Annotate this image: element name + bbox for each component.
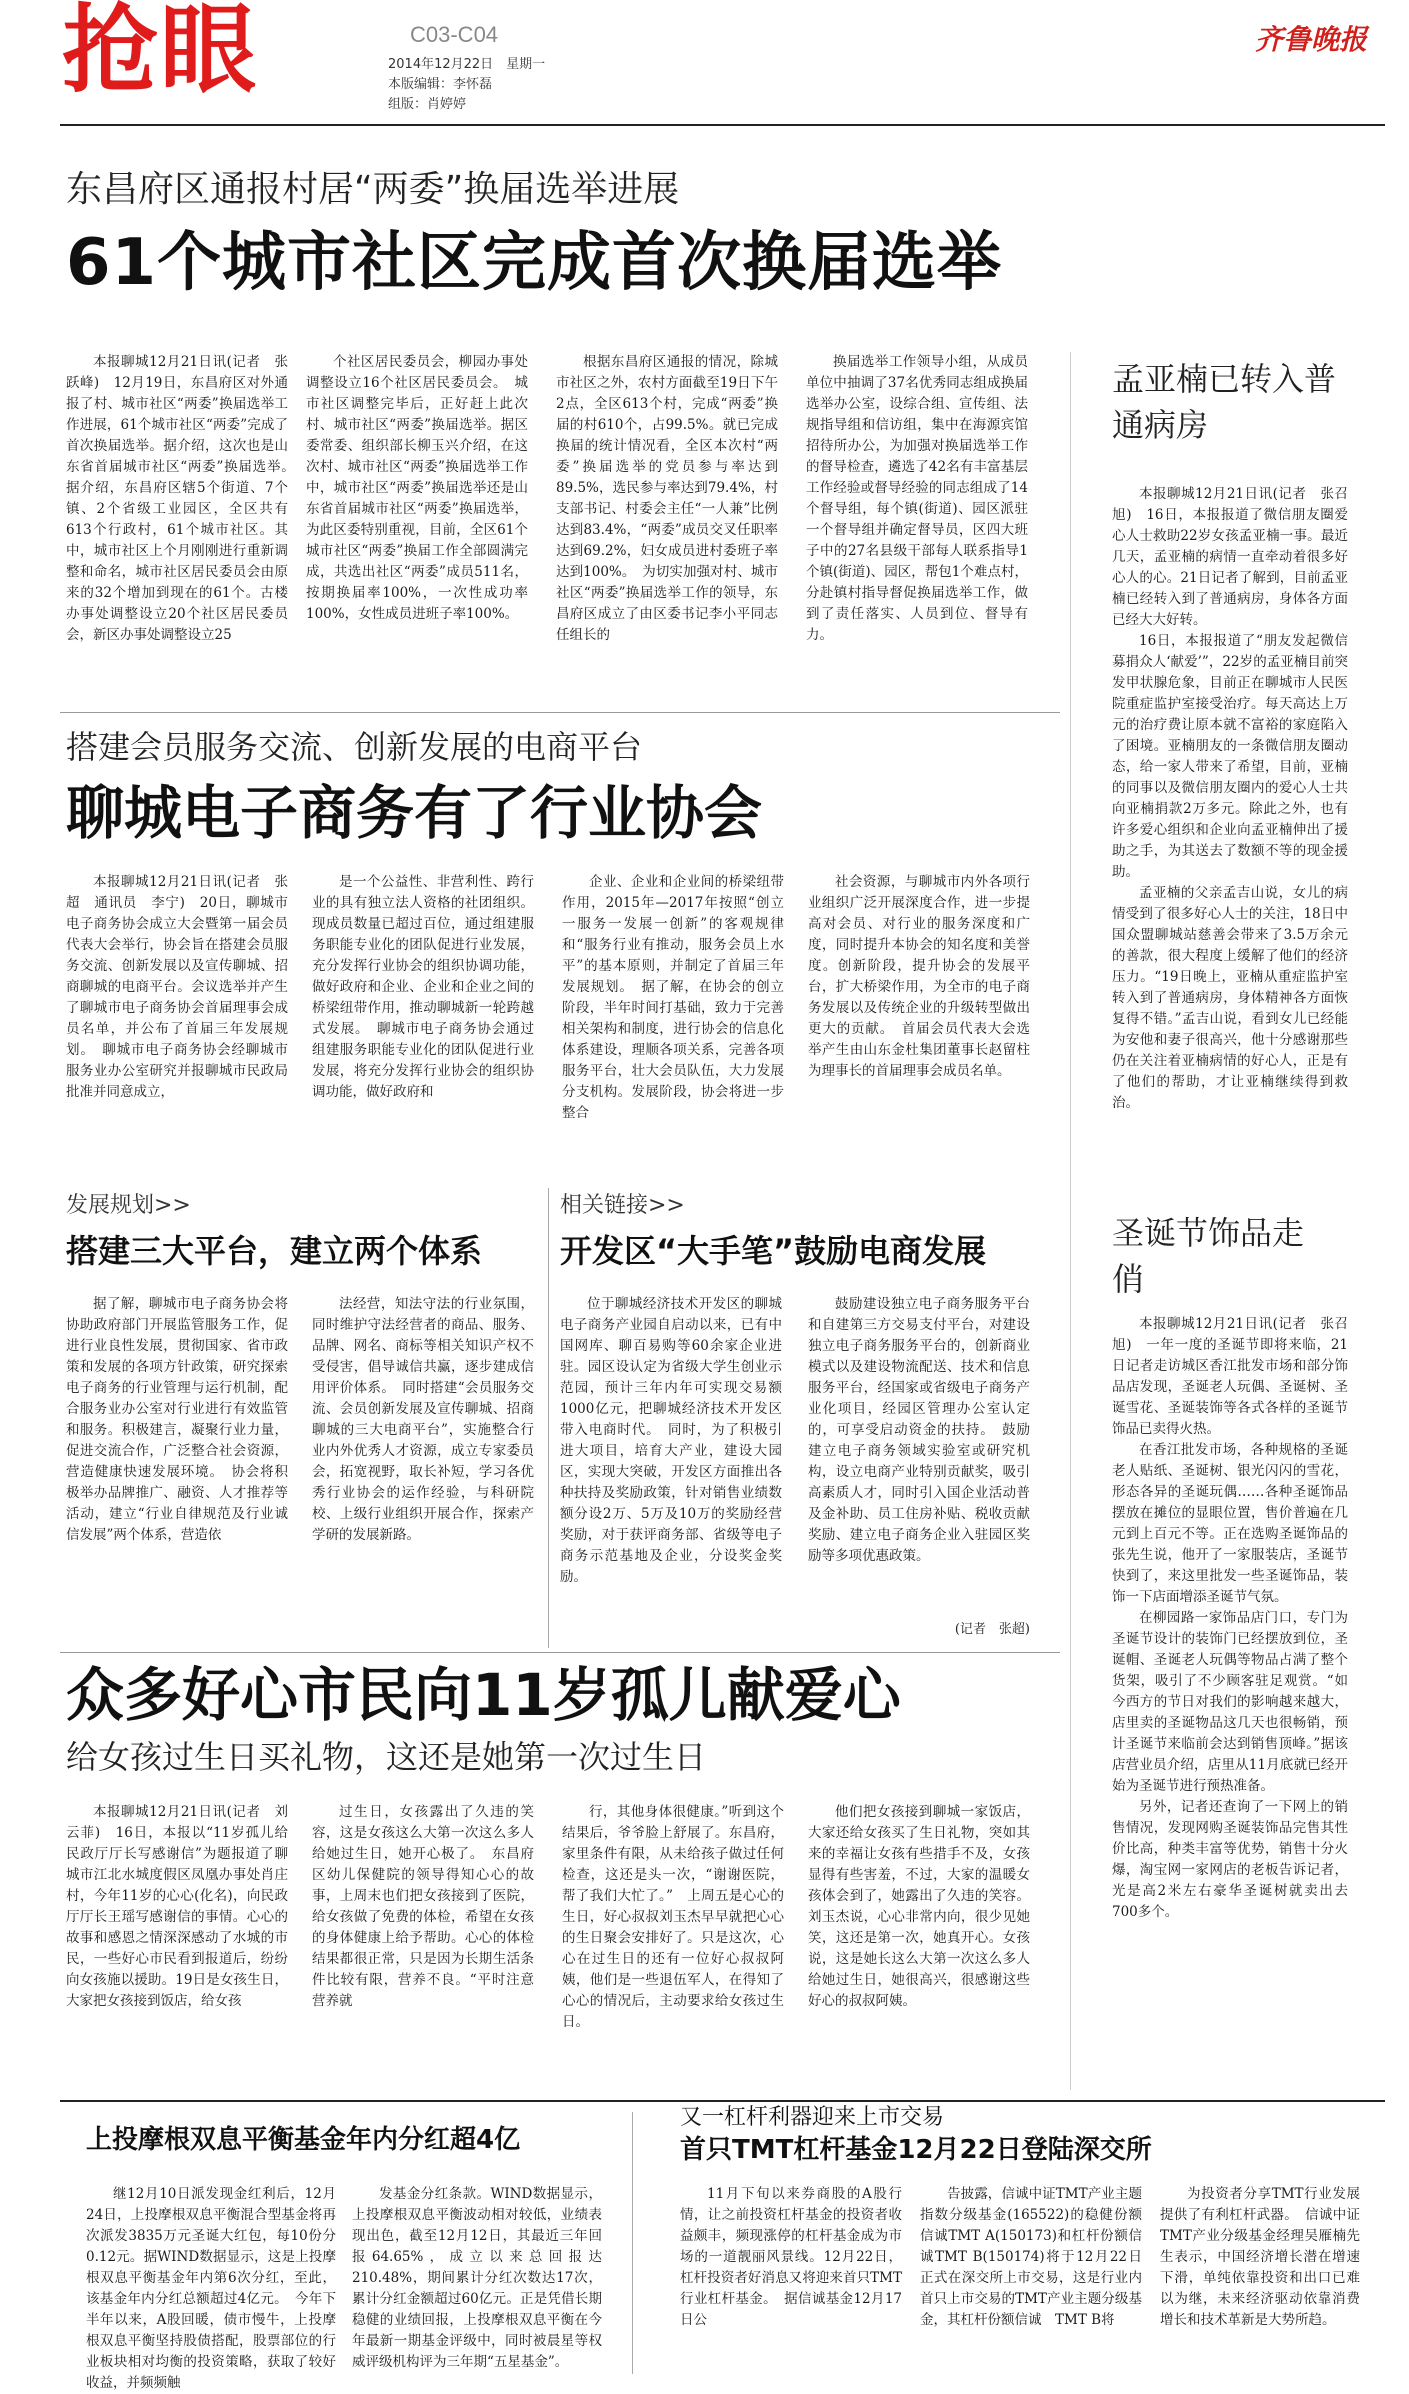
section-vertical-divider xyxy=(548,1188,549,1648)
sidebar1-body: 本报聊城12月21日讯(记者 张召旭) 16日，本报报道了微信朋友圈爱心人士救助22岁女孩孟亚楠一事。最近几天，孟亚楠的病情一直牵动着很多好心人的心。21日记者了解到，目前孟亚楠已经转入到了普通病房，身体各方面已经大大好转。 16日，本报报道了“朋友发起微信募捐众人‘献爱’”，22岁的孟亚楠目前突发甲状腺危象，目前正在聊城市人民医院重症监护室接受治疗。每天高达上万元的治疗费让原本就不富裕的家庭陷入了困境。亚楠朋友的一条微信朋友圈动态，给一家人带来了希望，目前，亚楠的同事以及微信朋友圈内的爱心人士共向亚楠捐款2万多元。除此之外，也有许多爱心组织和企业向孟亚楠伸出了援助之手，为其送去了数额不等的现金援助。 孟亚楠的父亲孟吉山说，女儿的病情受到了很多好心人士的关注，18日中国众盟聊城站慈善会带来了3.5万余元的善款，很大程度上缓解了他们的经济压力。“19日晚上，亚楠从重症监护室转入到了普通病房，身体精神各方面恢复得不错。”孟吉山说，看到女儿已经能为安他和妻子很高兴，他十分感谢那些仍在关注着亚楠病情的好心人，正是有了他们的帮助，才让亚楠继续得到救治。 xyxy=(1112,486,1348,1111)
sidebar2-body: 本报聊城12月21日讯(记者 张召旭) 一年一度的圣诞节即将来临，21日记者走访城区香江批发市场和部分饰品店发现，圣诞老人玩偶、圣诞树、圣诞雪花、圣诞装饰等各式各样的圣诞节饰品已卖得火热。 在香江批发市场，各种规格的圣诞老人贴纸、圣诞树、银光闪闪的雪花，形态各异的圣诞玩偶……各种圣诞饰品摆放在摊位的显眼位置，售价普遍在几元到上百元不等。正在选购圣诞饰品的张先生说，他开了一家服装店，圣诞节快到了，来这里批发一些圣诞饰品，装饰一下店面增添圣诞节气氛。 在柳园路一家饰品店门口，专门为圣诞节设计的装饰门已经摆放到位，圣诞帽、圣诞老人玩偶等物品占满了整个货架，吸引了不少顾客驻足观赏。“如今西方的节日对我们的影响越来越大，店里卖的圣诞物品这几天也很畅销，预计圣诞节来临前会达到销售顶峰。”据该店营业员介绍，店里从11月底就已经开始为圣诞节进行预热准备。 另外，记者还查询了一下网上的销售情况，发现网购圣诞装饰品完售其性价比高，种类丰富等优势，销售十分火爆，淘宝网一家网店的老板告诉记者，光是高2米左右豪华圣诞树就卖出去700多个。 xyxy=(1112,1316,1348,1920)
sidebar-divider xyxy=(1070,352,1071,2090)
development-plan-headline: 搭建三大平台，建立两个体系 xyxy=(66,1232,483,1270)
development-plan-column-2: 法经营，知法守法的行业氛围，同时维护守法经营者的商品、服务、品牌、网名、商标等相关知识产权不受侵害，倡导诚信共赢，逐步建成信用评价体系。 同时搭建“会员服务交流、会员创新发展及宣传聊城、招商聊城的三大电商平台”，实施整合行业内外优秀人才资源，成立专家委员会，拓宽视野，取长补短，学习各优秀行业协会的运作经验，与科研院校、上级行业组织开展合作，探索产学研的发展新路。 xyxy=(312,1296,534,1543)
story1-column-1: 本报聊城12月21日讯(记者 张跃峰) 12月19日，东昌府区对外通报了村、城市社区“两委”换届选举工作进展，61个城市社区“两委”完成了首次换届选举。据介绍，这次也是山东省首届城市社区“两委”换届选举。 据介绍，东昌府区辖5个街道、7个镇、2个省级工业园区，全区共有613个行政村，61个城市社区。其中，城市社区上个月刚刚进行重新调整和命名，城市社区居民委员会由原来的32个增加到现在的61个。古楼办事处调整设立20个社区居民委员会，新区办事处调整设立25 xyxy=(66,354,302,643)
page-range: C03-C04 xyxy=(410,22,499,47)
story2-kicker: 搭建会员服务交流、创新发展的电商平台 xyxy=(66,728,643,766)
issue-date: 2014年12月22日 星期一 xyxy=(388,57,546,72)
bottom-right-column-2: 告披露，信诚中证TMT产业主题指数分级基金(165522)的稳健份额信诚TMT A(150173)和杠杆份额信诚TMT B(150174)将于12月22日正式在深交所上市交易，这是行业内首只上市交易的TMT产业主题分级基金，其杠杆份额信诚 TMT B将 xyxy=(920,2186,1142,2328)
story3-column-3: 行，其他身体很健康。”听到这个结果后，爷爷脸上舒展了。东昌府，家里条件有限，从未给孩子做过任何检查，这还是头一次，“谢谢医院，帮了我们大忙了。” 上周五是心心的生日，好心叔叔刘玉杰早早就把心心的生日聚会安排好了。只是这次，心心在过生日的还有一位好心叔叔阿姨，他们是一些退伍军人，在得知了心心的情况后，主动要求给女孩过生日。 xyxy=(562,1804,784,2030)
masthead-title: 抢眼 xyxy=(62,0,258,106)
related-link-credit: (记者 张超) xyxy=(954,1622,1030,1637)
story3-column-2: 过生日，女孩露出了久违的笑容，这是女孩这么大第一次这么多人给她过生日，她开心极了。 东昌府区幼儿保健院的领导得知心心的故事，上周末也们把女孩接到了医院，给女孩做了免费的体检，希望在女孩的身体健康上给予帮助。心心的体检结果都很正常，只是因为长期生活条件比较有限，营养不良。“平时注意营养就 xyxy=(312,1804,534,2009)
story3-column-4: 他们把女孩接到聊城一家饭店，大家还给女孩买了生日礼物，突如其来的幸福让女孩有些措手不及，女孩显得有些害羞，不过，大家的温暖女孩体会到了，她露出了久违的笑容。刘玉杰说，心心非常内向，很少见她笑，这还是第一次，她真开心。女孩说，这是她长这么大第一次这么多人给她过生日，她很高兴，很感谢这些好心的叔叔阿姨。 xyxy=(808,1804,1030,2009)
sidebar2-title: 圣诞节饰品走俏 xyxy=(1112,1214,1305,1298)
story1-divider xyxy=(60,712,1060,713)
bottom-vertical-divider xyxy=(632,2112,633,2374)
story1-column-3: 根据东昌府区通报的情况，除城市社区之外，农村方面截至19日下午2点，全区613个村，完成“两委”换届的村610个，占99.5%。就已完成换届的统计情况看，全区本次村“两委”换届选举的党员参与率达到89.5%，选民参与率达到79.4%，村支部书记、村委会主任“一人兼”比例达到83.4%，“两委”成员交叉任职率达到69.2%，妇女成员进村委班子率达到100%。 为切实加强对村、城市社区“两委”换届选举工作的领导，东昌府区成立了由区委书记李小平同志任组长的 xyxy=(556,354,778,643)
bottom-right-column-3: 为投资者分享TMT行业发展提供了有利杠杆武器。 信诚中证TMT产业分级基金经理吴雁楠先生表示，中国经济增长潜在增速下滑，单纯依靠投资和出口已难以为继，未来经济驱动依靠消费增长和技术革新是大势所趋。 xyxy=(1160,2186,1360,2328)
layout-credit: 组版：肖婷婷 xyxy=(388,97,467,112)
story2-column-4: 社会资源，与聊城市内外各项行业组织广泛开展深度合作，进一步提高对会员、对行业的服务深度和广度，同时提升本协会的知名度和美誉度。创新阶段，提升协会的发展平台，扩大桥梁作用，为全市的电子商务发展以及传统企业的升级转型做出更大的贡献。 首届会员代表大会选举产生由山东金杜集团董事长赵留柱为理事长的首届理事会成员名单。 xyxy=(808,874,1030,1079)
story2-column-1: 本报聊城12月21日讯(记者 张超 通讯员 李宁) 20日，聊城市电子商务协会成立大会暨第一届会员代表大会举行，协会旨在搭建会员服务交流、创新发展以及宣传聊城、招商聊城的电商平台。会议选举并产生了聊城市电子商务协会首届理事会成员名单，并公布了首届三年发展规划。 聊城市电子商务协会经聊城市服务业办公室研究并报聊城市民政局批准并同意成立， xyxy=(66,874,288,1100)
bottom-left-column-2: 发基金分红条款。WIND数据显示，上投摩根双息平衡波动相对较低，业绩表现出色，截至12月12日，其最近三年回报64.65%，成立以来总回报达210.48%，期间累计分红次数达17次，累计分红金额超过60亿元。正是凭借长期稳健的业绩回报，上投摩根双息平衡在今年最新一期基金评级中，同时被晨星等权威评级机构评为三年期“五星基金”。 xyxy=(352,2186,602,2370)
editor-credit: 本版编辑：李怀磊 xyxy=(388,77,493,92)
story1-kicker: 东昌府区通报村居“两委”换届选举进展 xyxy=(66,169,680,210)
story3-column-1: 本报聊城12月21日讯(记者 刘云菲) 16日，本报以“11岁孤儿给民政厅厅长写感谢信”为题报道了聊城市江北水城度假区凤凰办事处肖庄村，今年11岁的心心(化名)，向民政厅厅长王瑶写感谢信的事情。心心的故事和感恩之情深深感动了水城的市民，一些好心市民看到报道后，纷纷向女孩施以援助。19日是女孩生日，大家把女孩接到饭店，给女孩 xyxy=(66,1804,288,2009)
related-link-column-2: 鼓励建设独立电子商务服务平台和自建第三方交易支付平台，对建设独立电子商务服务平台的，创新商业模式以及建设物流配送、技术和信息服务平台，经国家或省级电子商务产业化项目，经园区管理办公室认定的，可享受启动资金的扶持。 鼓励建立电子商务领域实验室或研究机构，设立电商产业特别贡献奖，吸引高素质人才，同时引入国企业活动普及金补助、员工住房补贴、税收贡献奖励、建立电子商务企业入驻园区奖励等多项优惠政策。 xyxy=(808,1296,1030,1564)
story3-headline: 众多好心市民向11岁孤儿献爱心 xyxy=(66,1661,901,1729)
bottom-right-column-1: 11月下旬以来券商股的A股行情，让之前投资杠杆基金的投资者收益颇丰，频现涨停的杠杆基金成为市场的一道靓丽风景线。12月22日，杠杆投资者好消息又将迎来首只TMT行业杠杆基金。 据信诚基金12月17日公 xyxy=(680,2186,902,2328)
story2-column-2: 是一个公益性、非营利性、跨行业的具有独立法人资格的社团组织。现成员数量已超过百位，通过组建服务职能专业化的团队促进行业发展，充分发挥行业协会的组织协调功能，做好政府和企业、企业和企业之间的桥梁纽带作用，推动聊城新一轮跨越式发展。 聊城市电子商务协会通过组建服务职能专业化的团队促进行业发展，将充分发挥行业协会的组织协调功能，做好政府和 xyxy=(312,874,534,1100)
bottom-right-headline: 首只TMT杠杆基金12月22日登陆深交所 xyxy=(680,2135,1152,2165)
story1-column-4: 换届选举工作领导小组，从成员单位中抽调了37名优秀同志组成换届选举办公室，设综合组、宣传组、法规指导组和信访组，集中在海源宾馆招待所办公，为加强对换届选举工作的督导检查，遴选了42名有丰富基层工作经验或督导经验的同志组成了14个督导组，每个镇(街道)、园区派驻一个督导组并确定督导员，区四大班子中的27名县级干部每人联系指导1个镇(街道)、园区，帮包1个难点村，分赴镇村指导督促换届选举工作，做到了责任落实、人员到位、督导有力。 xyxy=(806,354,1028,643)
story3-subhead: 给女孩过生日买礼物，这还是她第一次过生日 xyxy=(66,1738,707,1776)
story2-headline: 聊城电子商务有了行业协会 xyxy=(66,779,763,847)
bottom-left-headline: 上投摩根双息平衡基金年内分红超4亿 xyxy=(86,2125,521,2155)
related-link-headline: 开发区“大手笔”鼓励电商发展 xyxy=(560,1232,987,1270)
related-link-column-1: 位于聊城经济技术开发区的聊城电子商务产业园自启动以来，已有中国网库、聊百易购等60余家企业进驻。园区设认定为省级大学生创业示范园，预计三年内年可实现交易额1000亿元，把聊城经济技术开发区带入电商时代。 同时，为了积极引进大项目，培育大产业，建设大园区，实现大突破，开发区方面推出各种扶持及奖励政策，针对销售业绩数额分设2万、5万及10万的奖励经营奖励，对于获评商务部、省级等电子商务示范基地及企业，分设奖金奖励。 xyxy=(560,1296,782,1585)
newspaper-logo: 齐鲁晚报 xyxy=(1255,23,1368,56)
sidebar1-title: 孟亚楠已转入普通病房 xyxy=(1112,360,1337,444)
bottom-left-column-1: 继12月10日派发现金红利后，12月24日，上投摩根双息平衡混合型基金将再次派发3835万元圣诞大红包，每10份分0.12元。据WIND数据显示，这是上投摩根双息平衡基金年内第6次分红，至此，该基金年内分红总额超过4亿元。 今年下半年以来，A股回暖，债市慢牛，上投摩根双息平衡坚持股债搭配，股票部位的行业板块相对均衡的投资策略，获取了较好收益，并频频触 xyxy=(86,2186,336,2391)
story1-headline: 61个城市社区完成首次换届选举 xyxy=(66,226,1003,300)
masthead-divider xyxy=(60,124,1385,126)
story2-column-3: 企业、企业和企业间的桥梁纽带作用，2015年—2017年按照“创立一服务一发展一创新”的客观规律和“服务行业有推动，服务会员上水平”的基本原则，并制定了首届三年发展规划。 据了解，在协会的创立阶段，半年时间打基础，致力于完善相关架构和制度，进行协会的信息化体系建设，理顺各项关系，完善各项服务平台，壮大会员队伍，大力发展分支机构。发展阶段，协会将进一步整合 xyxy=(562,874,784,1121)
bottom-divider xyxy=(60,2100,1385,2102)
development-plan-column-1: 据了解，聊城市电子商务协会将协助政府部门开展监管服务工作，促进行业良性发展，贯彻国家、省市政策和发展的各项方针政策，研究探索电子商务的行业管理与运行机制，配合服务业办公室对行业进行有效监管和服务。积极建言，凝聚行业力量，促进交流合作，广泛整合社会资源，营造健康快速发展环境。 协会将积极举办品牌推广、融资、人才推荐等活动，建立“行业自律规范及行业诚信发展”两个体系，营造依 xyxy=(66,1296,288,1543)
bottom-right-kicker: 又一杠杆利器迎来上市交易 xyxy=(680,2105,945,2130)
story1-column-2: 个社区居民委员会，柳园办事处调整设立16个社区居民委员会。 城市社区调整完毕后，正好赶上此次村、城市社区“两委”换届选举。据区委常委、组织部长柳玉兴介绍，在这次村、城市社区“两委”换届选举工作中，城市社区“两委”换届选举还是山东省首届城市社区“两委”换届选举，为此区委特别重视，目前，全区61个城市社区“两委”换届工作全部圆满完成，共选出社区“两委”成员511名，按期换届率100%，一次性成功率100%，女性成员进班子率100%。 xyxy=(306,354,528,622)
related-link-label: 相关链接>> xyxy=(560,1193,685,1218)
development-plan-label: 发展规划>> xyxy=(66,1193,191,1218)
story2-divider xyxy=(60,1652,1060,1653)
